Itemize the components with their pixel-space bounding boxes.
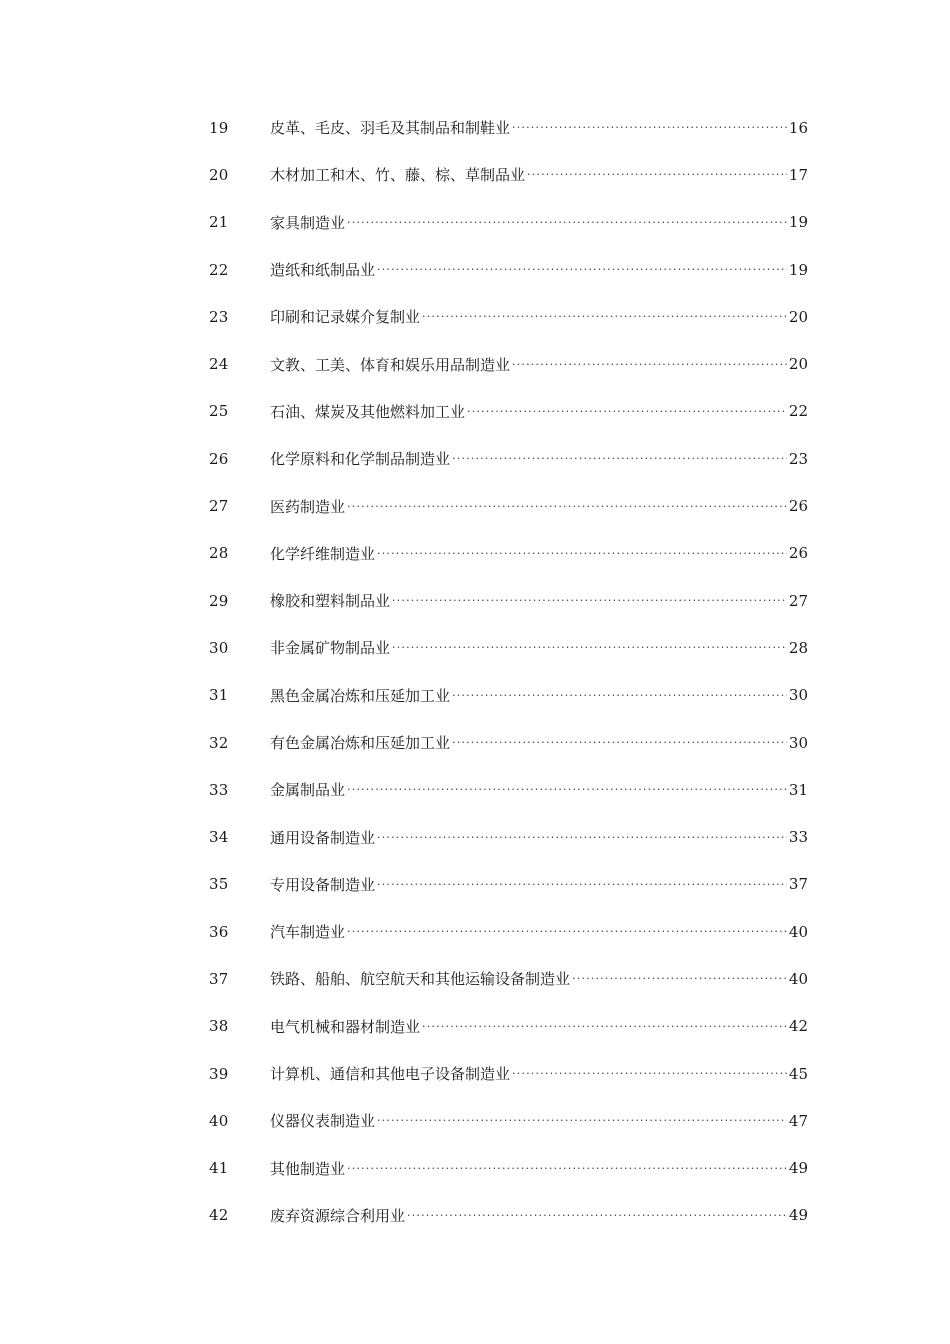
toc-entry-title: 计算机、通信和其他电子设备制造业	[270, 1065, 511, 1084]
toc-dot-leader	[377, 1115, 787, 1126]
toc-entry[interactable]	[0, 577, 950, 624]
toc-entry-body	[270, 1158, 808, 1179]
toc-entry-body	[270, 164, 808, 185]
toc-entry-body	[270, 496, 808, 517]
toc-entry-body	[270, 1205, 808, 1226]
toc-entry-title: 电气机械和器材制造业	[270, 1017, 421, 1036]
toc-entry-body	[270, 1063, 808, 1084]
toc-entry-code: 19	[209, 118, 229, 137]
toc-entry-title: 其他制造业	[270, 1159, 346, 1178]
toc-dot-leader	[377, 264, 787, 275]
toc-entry-body	[270, 401, 808, 422]
toc-entry[interactable]	[0, 151, 950, 198]
toc-entry-code: 23	[209, 307, 229, 326]
toc-entry-body	[270, 259, 808, 280]
toc-entry[interactable]	[0, 813, 950, 860]
toc-entry[interactable]	[0, 955, 950, 1002]
toc-entry[interactable]	[0, 1097, 950, 1144]
toc-entry-page-number: 42	[788, 1017, 808, 1036]
toc-dot-leader	[527, 169, 787, 180]
toc-entry[interactable]	[0, 672, 950, 719]
toc-entry-code: 22	[209, 260, 229, 279]
toc-entry-code: 35	[209, 875, 229, 894]
toc-dot-leader	[377, 832, 787, 843]
toc-entry[interactable]	[0, 861, 950, 908]
toc-entry-title: 铁路、船舶、航空航天和其他运输设备制造业	[270, 970, 571, 989]
toc-entry-body	[270, 590, 808, 611]
toc-entry-title: 有色金属冶炼和压延加工业	[270, 734, 451, 752]
toc-entry-title: 废弃资源综合利用业	[270, 1206, 406, 1225]
toc-entry-code: 39	[209, 1064, 229, 1083]
toc-entry-body	[270, 874, 808, 895]
toc-entry-body	[270, 117, 808, 138]
toc-dot-leader	[392, 642, 787, 653]
toc-entry-title: 金属制品业	[270, 781, 346, 800]
toc-entry-title: 汽车制造业	[270, 923, 346, 942]
toc-dot-leader	[467, 406, 787, 417]
toc-entry-page-number: 19	[788, 260, 808, 279]
toc-entry-page-number: 20	[788, 307, 808, 326]
toc-entry-code: 38	[209, 1017, 229, 1036]
toc-entry[interactable]	[0, 104, 950, 151]
toc-dot-leader	[572, 973, 787, 984]
toc-entry-title: 皮革、毛皮、羽毛及其制品和制鞋业	[270, 119, 511, 138]
toc-entry-body	[270, 448, 808, 469]
toc-entry-code: 34	[209, 828, 229, 847]
toc-entry[interactable]	[0, 340, 950, 387]
toc-entry-title: 石油、煤炭及其他燃料加工业	[270, 402, 466, 421]
toc-entry[interactable]	[0, 766, 950, 813]
toc-entry[interactable]	[0, 624, 950, 671]
toc-entry-code: 40	[209, 1111, 229, 1130]
toc-entry-code: 36	[209, 922, 229, 941]
toc-entry-body	[270, 212, 808, 233]
toc-dot-leader	[392, 595, 787, 606]
toc-entry-code: 24	[209, 355, 229, 374]
toc-entry-page-number: 30	[788, 733, 808, 752]
toc-dot-leader	[512, 122, 787, 133]
toc-entry-page-number: 23	[788, 449, 808, 468]
toc-entry-code: 31	[209, 686, 229, 705]
toc-entry-body	[270, 306, 808, 327]
toc-dot-leader	[347, 784, 787, 795]
toc-dot-leader	[347, 926, 787, 937]
toc-entry-title: 仪器仪表制造业	[270, 1112, 376, 1131]
toc-entry-title: 家具制造业	[270, 213, 346, 232]
toc-dot-leader	[407, 1210, 787, 1221]
toc-dot-leader	[452, 737, 787, 748]
toc-dot-leader	[422, 311, 787, 322]
toc-entry-code: 41	[209, 1159, 229, 1178]
toc-entry-page-number: 26	[788, 497, 808, 516]
toc-entry-body	[270, 637, 808, 658]
toc-entry-page-number: 47	[788, 1111, 808, 1130]
toc-dot-leader	[377, 548, 787, 559]
toc-dot-leader	[452, 453, 787, 464]
toc-entry-title: 造纸和纸制品业	[270, 261, 376, 280]
toc-dot-leader	[377, 879, 787, 890]
toc-entry-body	[270, 779, 808, 800]
toc-entry-title: 黑色金属冶炼和压延加工业	[270, 686, 451, 705]
toc-entry-title: 橡胶和塑料制品业	[270, 592, 391, 611]
toc-dot-leader	[422, 1021, 787, 1032]
toc-entry[interactable]	[0, 1145, 950, 1192]
toc-entry-page-number: 26	[788, 544, 808, 563]
toc-entry-code: 27	[209, 497, 229, 516]
toc-entry-title: 化学纤维制造业	[270, 544, 376, 563]
toc-entry-code: 42	[209, 1206, 229, 1225]
toc-entry-title: 专用设备制造业	[270, 875, 376, 894]
toc-dot-leader	[347, 217, 787, 228]
toc-entry[interactable]	[0, 435, 950, 482]
toc-entry-code: 29	[209, 591, 229, 610]
toc-entry-body	[270, 921, 808, 942]
toc-entry-page-number: 20	[788, 355, 808, 374]
toc-entry-code: 26	[209, 449, 229, 468]
toc-entry-body	[270, 827, 808, 848]
toc-entry-body	[270, 543, 808, 564]
toc-entry-page-number: 22	[788, 402, 808, 421]
toc-entry-page-number: 16	[788, 118, 808, 137]
toc-entry-body	[270, 354, 808, 375]
toc-entry-title: 印刷和记录媒介复制业	[270, 308, 421, 327]
toc-entry[interactable]	[0, 1192, 950, 1239]
toc-entry-code: 28	[209, 544, 229, 563]
toc-entry-title: 通用设备制造业	[270, 828, 376, 847]
toc-entry-body	[270, 685, 808, 706]
toc-entry-page-number: 30	[788, 686, 808, 705]
toc-entry-page-number: 31	[788, 780, 808, 799]
table-of-contents	[0, 104, 950, 1239]
toc-entry-title: 化学原料和化学制品制造业	[270, 450, 451, 469]
toc-entry-title: 木材加工和木、竹、藤、棕、草制品业	[270, 166, 526, 185]
toc-entry[interactable]	[0, 482, 950, 529]
toc-entry[interactable]	[0, 908, 950, 955]
toc-entry-page-number: 27	[788, 591, 808, 610]
toc-entry-page-number: 49	[788, 1159, 808, 1178]
toc-entry-body	[270, 968, 808, 989]
toc-entry-page-number: 40	[788, 922, 808, 941]
toc-entry[interactable]	[0, 199, 950, 246]
toc-dot-leader	[347, 1163, 787, 1174]
toc-dot-leader	[452, 690, 787, 701]
toc-entry-body	[270, 1110, 808, 1131]
toc-entry[interactable]	[0, 1050, 950, 1097]
toc-entry-title: 医药制造业	[270, 497, 346, 516]
toc-entry[interactable]	[0, 1003, 950, 1050]
toc-entry[interactable]	[0, 530, 950, 577]
toc-entry-page-number: 45	[788, 1064, 808, 1083]
toc-entry-code: 30	[209, 638, 229, 657]
toc-entry[interactable]	[0, 246, 950, 293]
toc-entry[interactable]	[0, 293, 950, 340]
toc-entry-page-number: 40	[788, 969, 808, 988]
toc-entry-code: 33	[209, 780, 229, 799]
toc-dot-leader	[512, 359, 787, 370]
toc-entry-body	[270, 732, 808, 753]
toc-entry-page-number: 49	[788, 1206, 808, 1225]
toc-entry[interactable]	[0, 388, 950, 435]
toc-entry-page-number: 33	[788, 828, 808, 847]
toc-entry[interactable]	[0, 719, 950, 766]
toc-dot-leader	[347, 501, 787, 512]
toc-entry-page-number: 19	[788, 213, 808, 232]
toc-entry-page-number: 37	[788, 875, 808, 894]
toc-entry-code: 32	[209, 733, 229, 752]
toc-dot-leader	[512, 1068, 787, 1079]
toc-entry-code: 37	[209, 969, 229, 988]
toc-entry-title: 非金属矿物制品业	[270, 639, 391, 658]
toc-entry-body	[270, 1016, 808, 1037]
toc-entry-title: 文教、工美、体育和娱乐用品制造业	[270, 355, 511, 374]
toc-entry-code: 20	[209, 165, 229, 184]
toc-entry-code: 21	[209, 213, 229, 232]
toc-entry-page-number: 17	[788, 165, 808, 184]
toc-entry-code: 25	[209, 402, 229, 421]
toc-entry-page-number: 28	[788, 638, 808, 657]
